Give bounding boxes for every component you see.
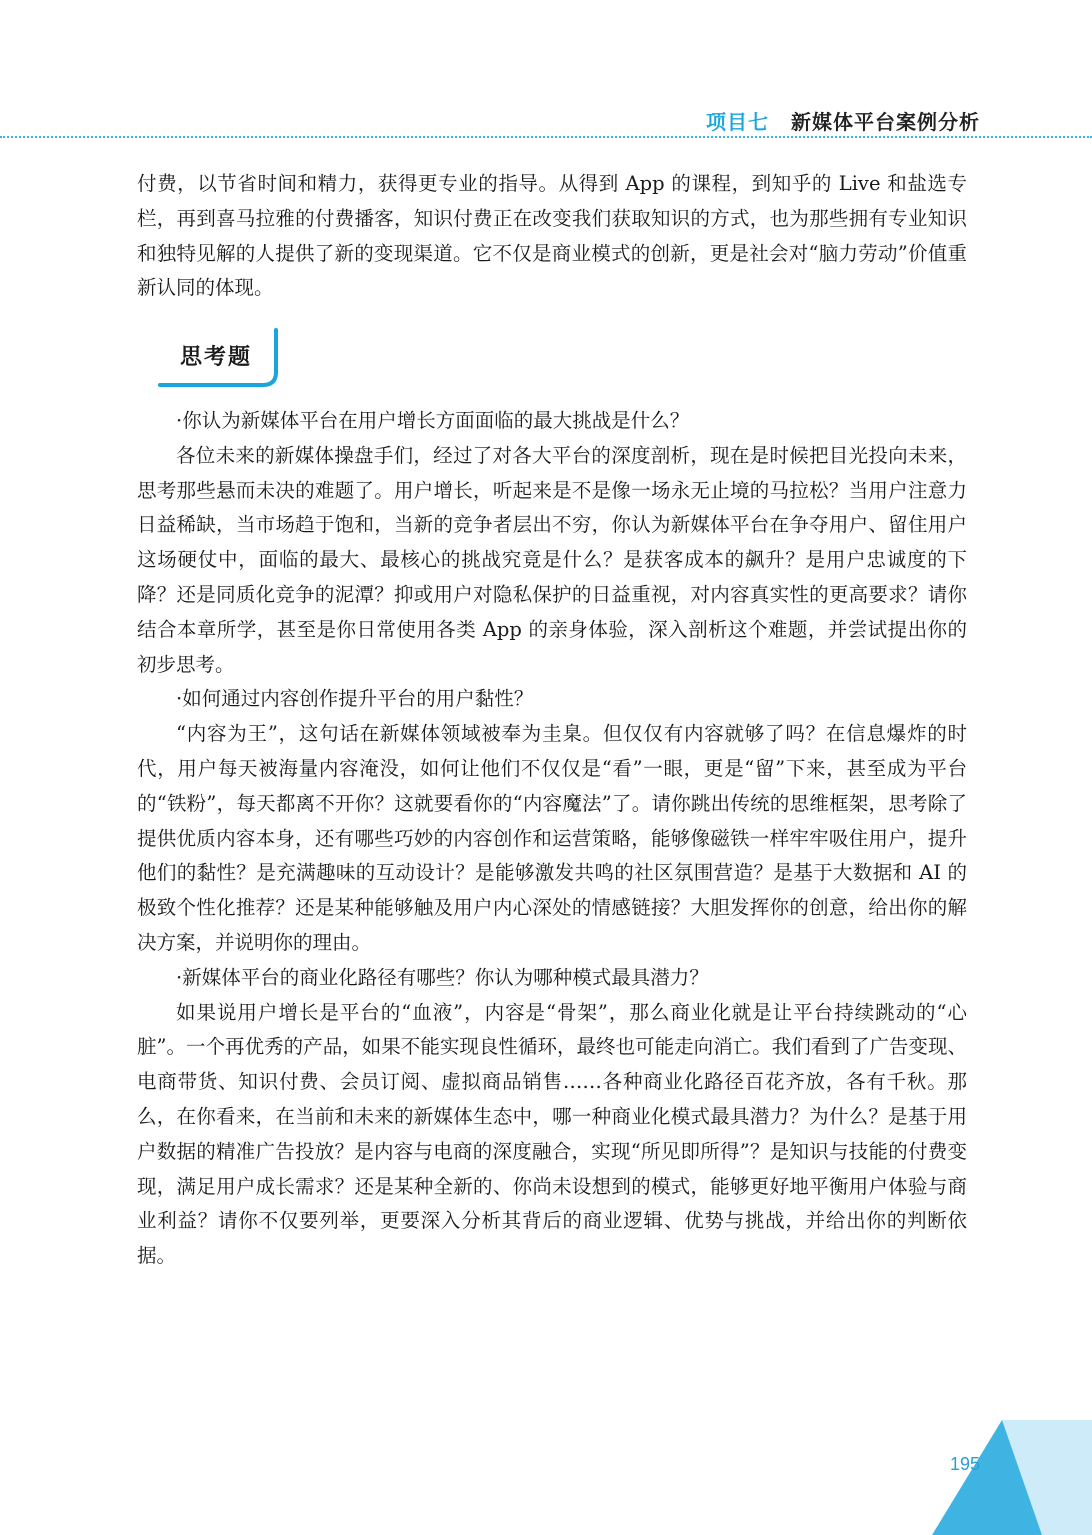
- running-head: [706, 106, 980, 135]
- question-title-1: ·你认为新媒体平台在用户增长方面面临的最大挑战是什么？: [176, 409, 690, 432]
- question-body-2: “内容为王”，这句话在新媒体领域被奉为圭臬。但仅仅有内容就够了吗？在信息爆炸的时代，用户每天被海量内容淹没，如何让他们不仅仅是“看”一眼，更是“留”下来，甚至成为平台的“铁粉”，每天都离不开你？这就要看你的“内容魔法”了。请你跳出传统的思维框架，思考除了提供优质内容本身，还有哪些巧妙的内容创作和运营策略，能够像磁铁一样牢牢吸住用户，提升他们的黏性？是充满趣味的互动设计？是能够激发共鸣的社区氛围营造？是基于大数据和 AI 的极致个性化推荐？还是某种能够触及用户内心深处的情感链接？大胆发挥你的创意，给出你的解决方案，并说明你的理由。: [137, 722, 967, 954]
- question-title-2: ·如何通过内容创作提升平台的用户黏性？: [176, 687, 534, 711]
- question-body-3: 如果说用户增长是平台的“血液”，内容是“骨架”，那么商业化就是让平台持续跳动的“心脏”。一个再优秀的产品，如果不能实现良性循环，最终也可能走向消亡。我们看到了广告变现、电商带货、知识付费、会员订阅、虚拟商品销售……各种商业化路径百花齐放，各有千秋。那么，在你看来，在当前和未来的新媒体生态中，哪一种商业化模式最具潜力？为什么？是基于用户数据的精准广告投放？是内容与电商的深度融合，实现“所见即所得”？是知识与技能的付费变现，满足用户成长需求？还是某种全新的、你尚未设想到的模式，能够更好地平衡用户体验与商业利益？请你不仅要列举，更要深入分析其背后的商业逻辑、优势与挑战，并给出你的判断依据。: [137, 1000, 967, 1268]
- question-title-3: ·新媒体平台的商业化路径有哪些？你认为哪种模式最具潜力？: [176, 965, 709, 989]
- questions-section: [137, 404, 967, 1274]
- page-header: [0, 100, 1092, 140]
- section-heading-box: [158, 326, 282, 388]
- chapter-title: 新媒体平台案例分析: [791, 110, 980, 134]
- corner-triangle-decoration: [932, 1420, 1092, 1535]
- header-dotted-divider: [0, 136, 1092, 138]
- project-label: 项目七: [706, 110, 769, 134]
- section-heading: 思考题: [180, 345, 253, 370]
- question-body-1: 各位未来的新媒体操盘手们，经过了对各大平台的深度剖析，现在是时候把目光投向未来，思考那些悬而未决的难题了。用户增长，听起来是不是像一场永无止境的马拉松？当用户注意力日益稀缺，当市场趋于饱和，当新的竞争者层出不穷，你认为新媒体平台在争夺用户、留住用户这场硬仗中，面临的最大、最核心的挑战究竟是什么？是获客成本的飙升？是用户忠诚度的下降？还是同质化竞争的泥潭？抑或用户对隐私保护的日益重视，对内容真实性的更高要求？请你结合本章所学，甚至是你日常使用各类 App 的亲身体验，深入剖析这个难题，并尝试提出你的初步思考。: [137, 443, 967, 676]
- page-number: 195: [949, 1454, 980, 1474]
- intro-section: [137, 167, 967, 306]
- intro-paragraph: 付费，以节省时间和精力，获得更专业的指导。从得到 App 的课程，到知乎的 Live 和盐选专栏，再到喜马拉雅的付费播客，知识付费正在改变我们获取知识的方式，也为那些拥有专业知识和独特见解的人提供了新的变现渠道。它不仅是商业模式的创新，更是社会对“脑力劳动”价值重新认同的体现。: [137, 172, 967, 300]
